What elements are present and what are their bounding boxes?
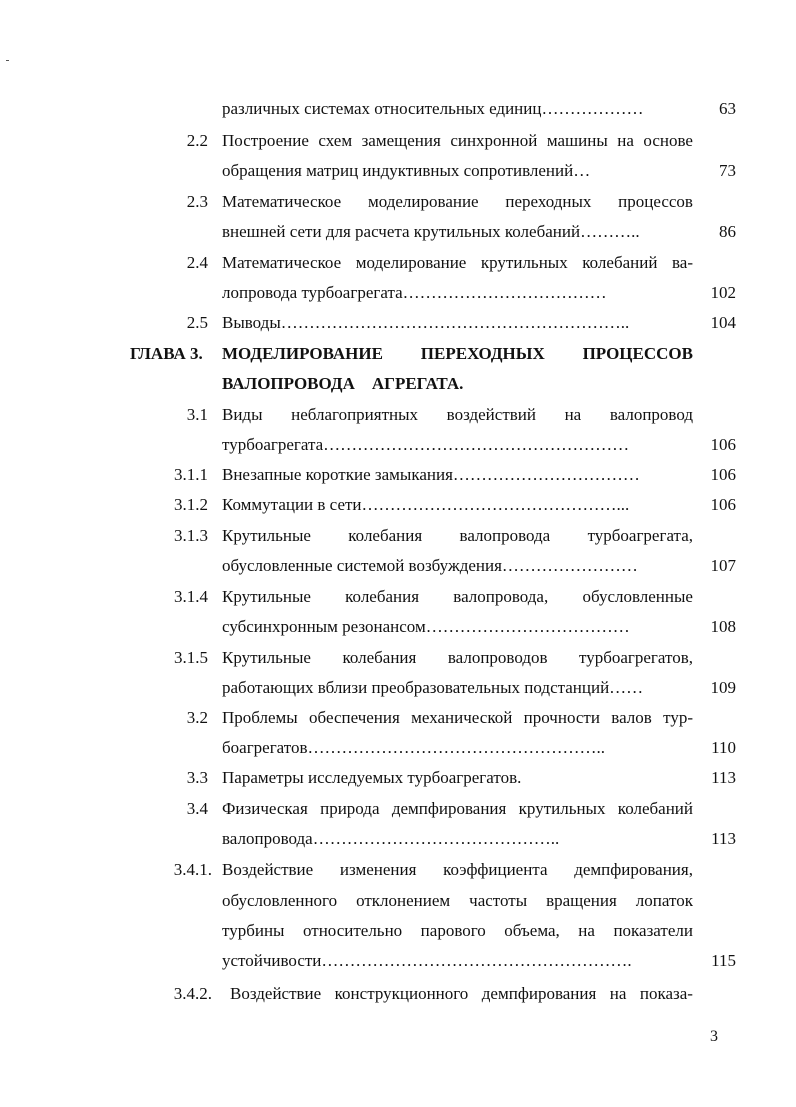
toc-entry-line1: Крутильные колебания валопровода, обусловленные: [222, 587, 693, 606]
toc-entry-number: 3.4: [186, 799, 208, 818]
toc-entry-line1: Виды неблагоприятных воздействий на валопровод: [222, 405, 693, 424]
toc-entry-line2: обусловленного отклонением частоты вращения лопаток: [222, 891, 693, 910]
toc-entry-number: 2.5: [186, 313, 208, 332]
toc-entry-line2: турбоагрегата………………………………………………: [222, 435, 630, 454]
toc-entry-line1: Проблемы обеспечения механической прочности валов тур-: [222, 708, 693, 727]
toc-entry-number: 2.2: [186, 131, 208, 150]
toc-entry-number: 3.4.2.: [173, 984, 212, 1003]
toc-entry-line1: Математическое моделирование крутильных колебаний ва-: [222, 253, 693, 272]
toc-entry-line1: Воздействие конструкционного демпфирования на показа-: [230, 984, 693, 1003]
toc-page-number: 102: [710, 283, 736, 302]
toc-entry-number: 3.3: [186, 768, 208, 787]
toc-entry-line1: Построение схем замещения синхронной машины на основе: [222, 131, 693, 150]
toc-page-number: 86: [719, 222, 736, 241]
chapter-title-line2: ВАЛОПРОВОДА АГРЕГАТА.: [222, 374, 464, 393]
toc-entry-number: 3.4.1.: [173, 860, 212, 879]
toc-entry-number: 3.1.3: [174, 526, 208, 545]
toc-entry-line1: Крутильные колебания валопровода турбоагрегата,: [222, 526, 693, 545]
toc-entry-number: 3.1.5: [174, 648, 208, 667]
toc-entry-number: 3.1.1: [174, 465, 208, 484]
toc-page-number: 113: [711, 829, 736, 848]
scan-speck: [6, 60, 9, 61]
toc-entry-line1: Воздействие изменения коэффициента демпфирования,: [222, 860, 693, 879]
toc-page-number: 106: [710, 435, 736, 454]
toc-entry-line3: турбины относительно парового объема, на показатели: [222, 921, 693, 940]
toc-page-number: 73: [719, 161, 736, 180]
toc-page-number: 63: [719, 99, 736, 118]
toc-entry-line1: Физическая природа демпфирования крутильных колебаний: [222, 799, 693, 818]
toc-entry-text: Выводы……………………………………………………..: [222, 313, 630, 332]
toc-entry-line2: внешней сети для расчета крутильных колебаний………..: [222, 222, 640, 241]
toc-page-number: 106: [710, 465, 736, 484]
toc-entry-line1: Крутильные колебания валопроводов турбоагрегатов,: [222, 648, 693, 667]
toc-page-number: 113: [711, 768, 736, 787]
toc-entry-number: 3.1.4: [174, 587, 208, 606]
toc-entry-text: Внезапные короткие замыкания……………………………: [222, 465, 640, 484]
toc-entry-number: 2.3: [186, 192, 208, 211]
toc-page-number: 106: [710, 495, 736, 514]
toc-entry-text: Коммутации в сети………………………………………...: [222, 495, 630, 514]
toc-entry-line2: боагрегатов……………………………………………..: [222, 738, 606, 757]
toc-entry-line2: обусловленные системой возбуждения……………………: [222, 556, 638, 575]
toc-entry-number: 2.4: [186, 253, 208, 272]
toc-page-number: 110: [711, 738, 736, 757]
toc-entry-number: 3.1: [186, 405, 208, 424]
chapter-number: ГЛАВА 3.: [130, 344, 203, 363]
toc-page-number: 115: [711, 951, 736, 970]
chapter-title-line1: МОДЕЛИРОВАНИЕ ПЕРЕХОДНЫХ ПРОЦЕССОВ: [222, 344, 693, 363]
toc-entry-text: Параметры исследуемых турбоагрегатов.: [222, 768, 522, 787]
toc-page-number: 109: [710, 678, 736, 697]
toc-entry-number: 3.2: [186, 708, 208, 727]
toc-page-number: 108: [710, 617, 736, 636]
toc-page-number: 104: [710, 313, 736, 332]
page-number: 3: [710, 1028, 718, 1045]
toc-entry-line2: работающих вблизи преобразовательных подстанций……: [222, 678, 644, 697]
toc-page-number: 107: [710, 556, 736, 575]
toc-entry-number: 3.1.2: [174, 495, 208, 514]
toc-entry-line4: устойчивости……………………………………………….: [222, 951, 632, 970]
toc-entry-line2: лопровода турбоагрегата………………………………: [222, 283, 607, 302]
toc-entry-line2: валопровода……………………………………..: [222, 829, 560, 848]
toc-entry-line2: обращения матриц индуктивных сопротивлений…: [222, 161, 591, 180]
toc-entry-text: различных системах относительных единиц………………: [222, 99, 644, 118]
toc-entry-line2: субсинхронным резонансом………………………………: [222, 617, 630, 636]
toc-entry-line1: Математическое моделирование переходных процессов: [222, 192, 693, 211]
